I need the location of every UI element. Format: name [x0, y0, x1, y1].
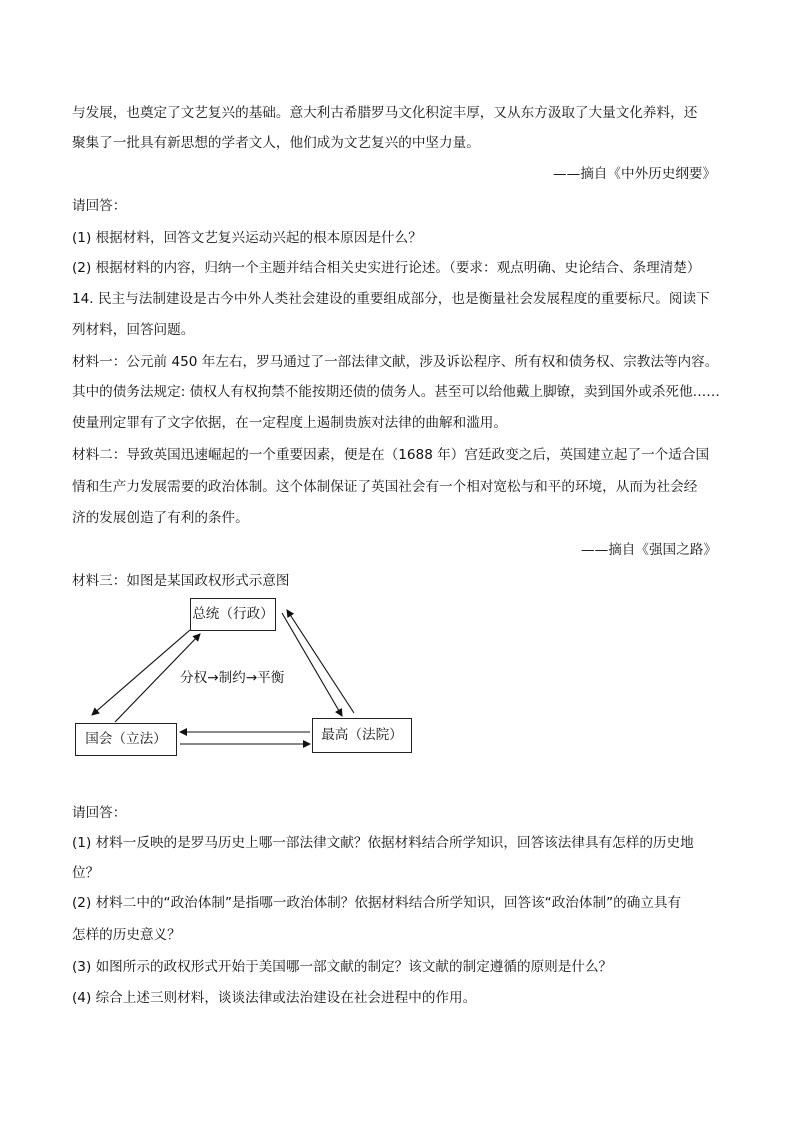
president-label: 总统（行政） [192, 606, 274, 622]
material-text: 其中的债务法规定: 债权人有权拘禁不能按期还债的债务人。甚至可以给他戴上脚镣，卖到国外或杀死他…… [72, 384, 720, 400]
material-text: 材料三：如图是某国政权形式示意图 [72, 573, 290, 589]
question-item: (2) 材料二中的“政治体制”是指哪一政治体制？依据材料结合所学知识，回答该“政治体制”的确立具有 [72, 895, 682, 911]
question-intro: 14. 民主与法制建设是古今中外人类社会建设的重要组成部分，也是衡量社会发展程度的重要标尺。阅读下 [72, 291, 710, 307]
source-citation: ——摘自《强国之路》 [581, 542, 717, 558]
material-text: 济的发展创造了有利的条件。 [72, 510, 249, 526]
power-structure-diagram [70, 598, 420, 763]
question-item: 怎样的历史意义？ [72, 927, 181, 943]
material-text: 材料二：导致英国迅速崛起的一个重要因素，便是在（1688 年）宫廷政变之后，英国建立起了一个适合国 [72, 447, 710, 463]
question-item: (2) 根据材料的内容，归纳一个主题并结合相关史实进行论述。（要求：观点明确、史论结合、条理清楚） [72, 260, 701, 276]
source-citation: ——摘自《中外历史纲要》 [553, 166, 717, 182]
question-heading: 请回答： [72, 198, 127, 214]
court-box [312, 718, 412, 753]
text-line: 与发展，也奠定了文艺复兴的基础。意大利古希腊罗马文化积淀丰厚，又从东方汲取了大量文化养料，还 [72, 105, 698, 121]
arrow-president-to-court [282, 613, 342, 716]
question-item: (3) 如图所示的政权形式开始于美国哪一部文献的制定？该文献的制定遵循的原则是什么？ [72, 959, 613, 975]
question-item: (1) 根据材料，回答文艺复兴运动兴起的根本原因是什么？ [72, 230, 422, 246]
congress-label: 国会（立法） [85, 731, 167, 747]
question-item: 位？ [72, 865, 100, 881]
question-heading: 请回答： [72, 805, 127, 821]
text-line: 聚集了一批具有新思想的学者文人，他们成为文艺复兴的中坚力量。 [72, 135, 480, 151]
court-label: 最高（法院） [321, 727, 403, 743]
question-item: (4) 综合上述三则材料，谈谈法律或法治建设在社会进程中的作用。 [72, 990, 477, 1006]
arrow-president-to-congress [92, 630, 190, 715]
president-box [190, 598, 276, 631]
material-text: 材料一：公元前 450 年左右，罗马通过了一部法律文献，涉及诉讼程序、所有权和债务权、宗教法等内容。 [72, 354, 719, 370]
question-item: (1) 材料一反映的是罗马历史上哪一部法律文献？依据材料结合所学知识，回答该法律具有怎样的历史地 [72, 835, 694, 851]
material-text: 情和生产力发展需要的政治体制。这个体制保证了英国社会有一个相对宽松与和平的环境，从而为社会经 [72, 479, 698, 495]
center-label: 分权→制约→平衡 [180, 670, 285, 686]
congress-box [75, 723, 177, 756]
text-line: 列材料，回答问题。 [72, 322, 195, 338]
arrow-court-to-president [287, 610, 354, 713]
material-text: 使量刑定罪有了文字依据，在一定程度上遏制贵族对法律的曲解和滥用。 [72, 415, 507, 431]
